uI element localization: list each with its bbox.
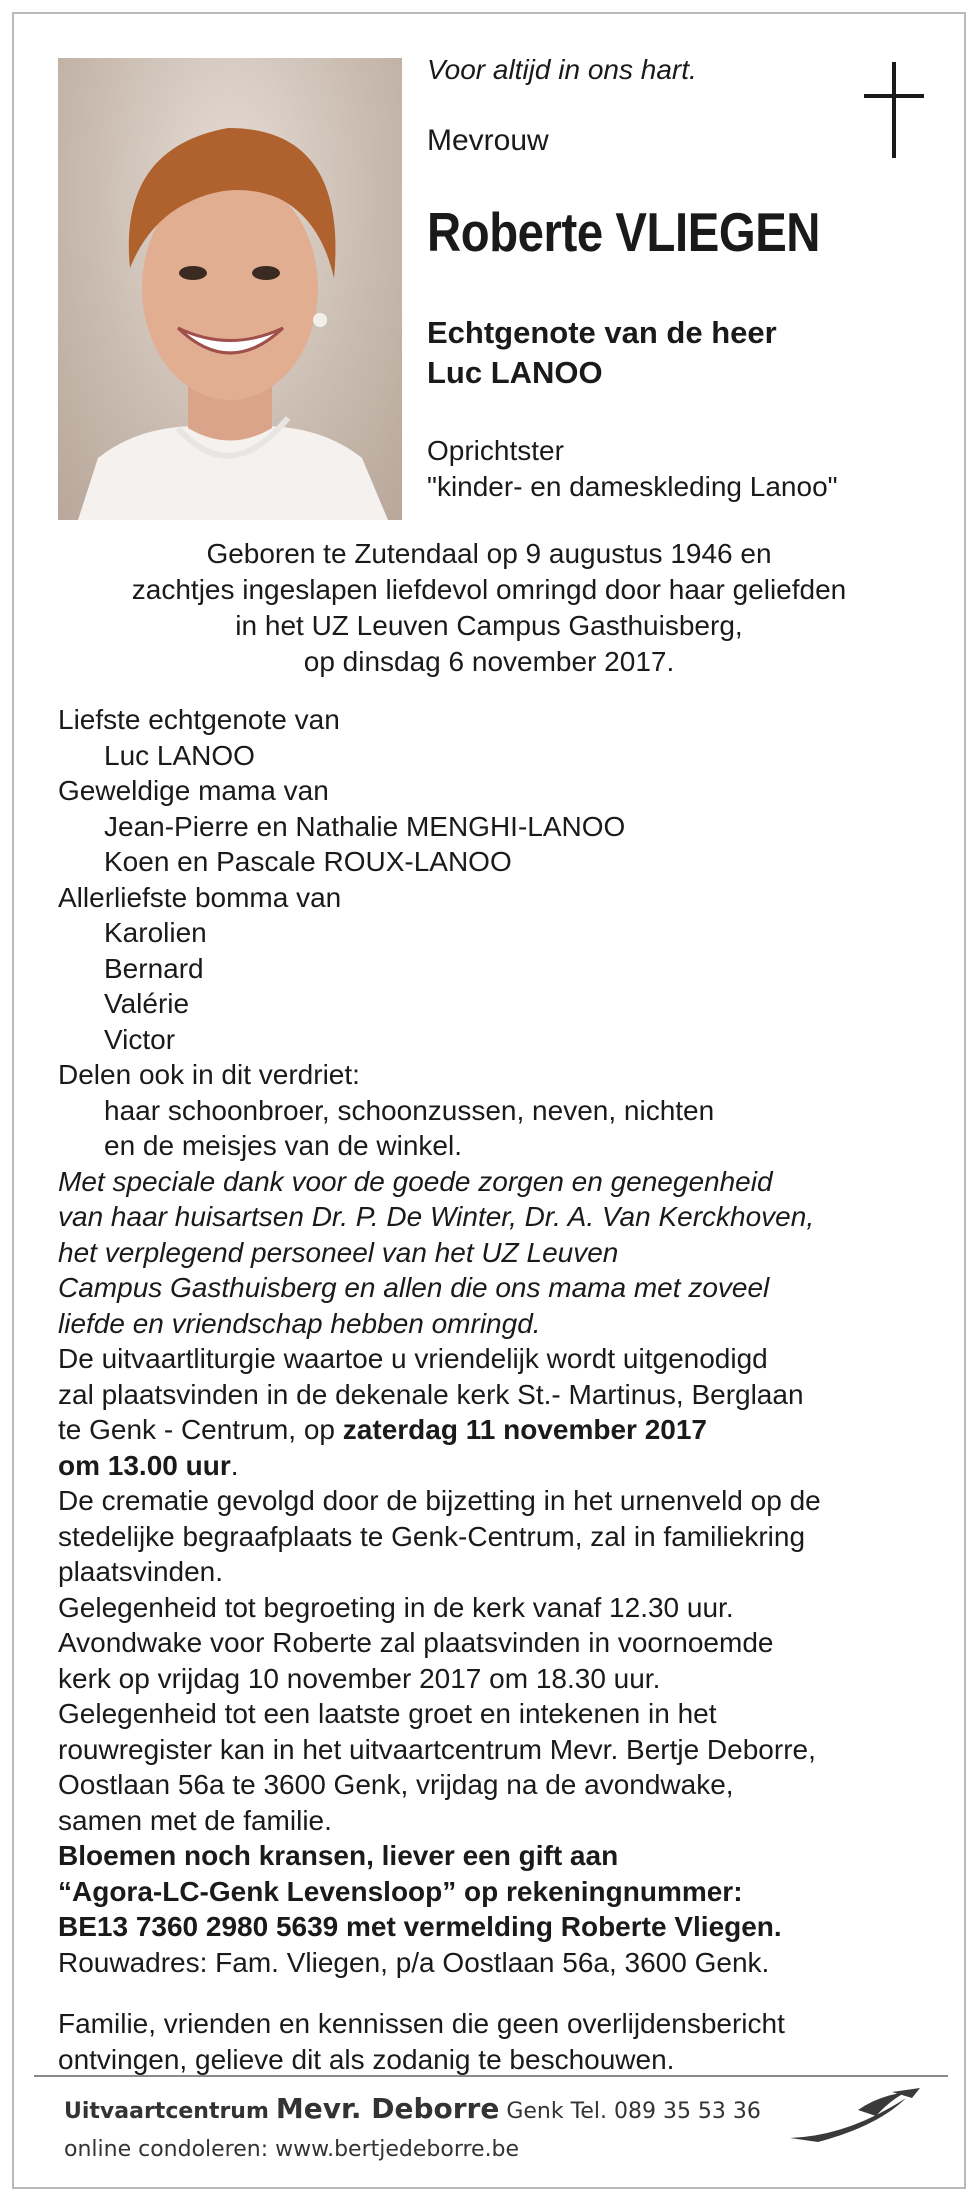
spouse-name: Luc LANOO bbox=[427, 355, 603, 390]
ceremony-date: zaterdag 11 november 2017 bbox=[342, 1414, 707, 1445]
ceremony-line: De uitvaartliturgie waartoe u vriendelijk wordt uitgenodigd bbox=[58, 1343, 768, 1374]
detail-line: plaatsvinden. bbox=[58, 1556, 224, 1587]
family-heading: Delen ook in dit verdriet: bbox=[58, 1059, 360, 1090]
birth-line: zachtjes ingeslapen liefdevol omringd door haar geliefden bbox=[131, 574, 847, 605]
thanks-line: het verplegend personeel van het UZ Leuven bbox=[58, 1236, 619, 1268]
detail-line: Avondwake voor Roberte zal plaatsvinden in voornoemde bbox=[58, 1627, 774, 1658]
family-list bbox=[58, 702, 938, 1164]
detail-line: stedelijke begraafplaats te Genk-Centrum, zal in familiekring bbox=[58, 1520, 806, 1552]
funeral-home-label: Uitvaartcentrum bbox=[64, 2099, 269, 2124]
announcement-body bbox=[58, 702, 938, 1980]
detail-line: De crematie gevolgd door de bijzetting in het urnenveld op de bbox=[58, 1485, 821, 1516]
portrait-illustration bbox=[58, 58, 402, 520]
funeral-home-phone: Tel. 089 35 53 36 bbox=[570, 2099, 761, 2124]
funeral-home-name: Mevr. Deborre bbox=[275, 2092, 500, 2125]
detail-line: Gelegenheid tot een laatste groet en intekenen in het bbox=[58, 1698, 717, 1729]
family-member: Koen en Pascale ROUX-LANOO bbox=[104, 846, 512, 877]
family-member: Luc LANOO bbox=[104, 739, 255, 771]
footer-contact bbox=[64, 2092, 761, 2125]
birth-line: in het UZ Leuven Campus Gasthuisberg, bbox=[235, 610, 743, 641]
family-member: Karolien bbox=[104, 917, 207, 948]
ceremony-text: te Genk - Centrum, op bbox=[58, 1414, 343, 1445]
thanks-line: Met speciale dank voor de goede zorgen en genegenheid bbox=[58, 1165, 773, 1197]
family-heading: Liefste echtgenote van bbox=[58, 704, 340, 735]
spouse-info bbox=[427, 313, 777, 393]
family-member: Victor bbox=[104, 1023, 176, 1055]
family-member: Jean-Pierre en Nathalie MENGHI-LANOO bbox=[104, 810, 626, 842]
flowers-line: Bloemen noch kransen, liever een gift aan bbox=[58, 1840, 619, 1871]
ceremony-line: zal plaatsvinden in de dekenale kerk St.- Martinus, Berglaan bbox=[58, 1378, 804, 1410]
thanks-line: Campus Gasthuisberg en allen die ons mama met zoveel bbox=[58, 1272, 770, 1303]
family-heading: Allerliefste bomma van bbox=[58, 881, 342, 913]
cross-icon bbox=[864, 62, 924, 158]
ceremony-line bbox=[58, 1448, 938, 1484]
closing-line: ontvingen, gelieve dit als zodanig te beschouwen. bbox=[58, 2043, 675, 2075]
mourning-address: Rouwadres: Fam. Vliegen, p/a Oostlaan 56a, 3600 Genk. bbox=[58, 1946, 770, 1978]
dove-logo-icon bbox=[788, 2086, 928, 2146]
detail-line: Gelegenheid tot begroeting in de kerk vanaf 12.30 uur. bbox=[58, 1591, 734, 1623]
detail-line: rouwregister kan in het uitvaartcentrum Mevr. Bertje Deborre, bbox=[58, 1733, 816, 1765]
closing-note bbox=[58, 2006, 938, 2077]
footer-divider bbox=[34, 2075, 948, 2077]
thanks-line: liefde en vriendschap hebben omringd. bbox=[58, 1307, 541, 1339]
family-member: Bernard bbox=[104, 952, 204, 984]
detail-line: Oostlaan 56a te 3600 Genk, vrijdag na de avondwake, bbox=[58, 1769, 734, 1800]
family-member: haar schoonbroer, schoonzussen, neven, nichten bbox=[104, 1094, 715, 1126]
ceremony-line bbox=[58, 1412, 938, 1448]
funeral-home-footer bbox=[64, 2092, 761, 2162]
thanks-line: van haar huisartsen Dr. P. De Winter, Dr. A. Van Kerckhoven, bbox=[58, 1201, 815, 1232]
family-member: en de meisjes van de winkel. bbox=[104, 1130, 462, 1161]
honorific: Mevrouw bbox=[427, 124, 549, 157]
flowers-line: “Agora-LC-Genk Levensloop” op rekeningnummer: bbox=[58, 1875, 743, 1907]
birth-line: op dinsdag 6 november 2017. bbox=[303, 646, 675, 677]
detail-line: samen met de familie. bbox=[58, 1804, 332, 1836]
birth-death-announcement bbox=[58, 536, 920, 680]
online-condolences: online condoleren: www.bertjedeborre.be bbox=[64, 2137, 520, 2162]
birth-line: Geboren te Zutendaal op 9 augustus 1946 en bbox=[206, 538, 772, 569]
funeral-home-city: Genk bbox=[506, 2099, 564, 2124]
portrait-photo bbox=[58, 58, 402, 520]
closing-line: Familie, vrienden en kennissen die geen overlijdensbericht bbox=[58, 2008, 785, 2039]
spouse-line: Echtgenote van de heer bbox=[427, 315, 777, 350]
ceremony-time: om 13.00 uur bbox=[58, 1449, 231, 1481]
founder-business: "kinder- en dameskleding Lanoo" bbox=[427, 471, 838, 502]
memorial-quote: Voor altijd in ons hart. bbox=[427, 54, 697, 85]
flowers-line: BE13 7360 2980 5639 met vermelding Roberte Vliegen. bbox=[58, 1911, 782, 1942]
family-heading: Geweldige mama van bbox=[58, 775, 329, 806]
founder-label: Oprichtster bbox=[427, 435, 564, 466]
deceased-name: Roberte VLIEGEN bbox=[427, 201, 821, 263]
ceremony-end: . bbox=[230, 1449, 239, 1481]
detail-line: kerk op vrijdag 10 november 2017 om 18.30 uur. bbox=[58, 1662, 661, 1694]
family-member: Valérie bbox=[104, 988, 190, 1019]
founder-info bbox=[427, 433, 838, 505]
